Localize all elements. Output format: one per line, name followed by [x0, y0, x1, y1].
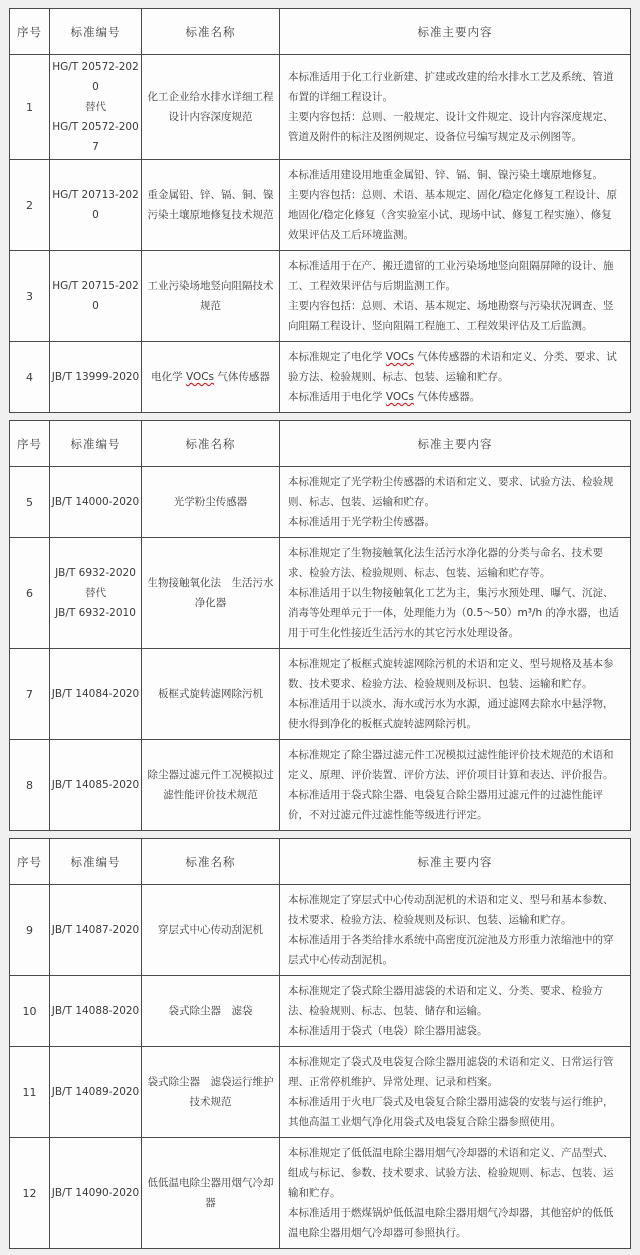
- standards-document: [9, 8, 631, 1249]
- table-row: [10, 1047, 631, 1138]
- content-paragraph: 本标准规定了光学粉尘传感器的术语和定义、要求、试验方法、检验规则、标志、包装、运输和贮存。: [288, 476, 614, 508]
- header-row: [10, 839, 631, 885]
- content-paragraph: 本标准适用于火电厂袋式及电袋复合除尘器用滤袋的安装与运行维护，其他高温工业烟气净化用袋式及电袋复合除尘器参照使用。: [288, 1096, 614, 1128]
- content-paragraph: 本标准适用于光学粉尘传感器。: [288, 516, 435, 528]
- standard-content-cell: [280, 1047, 631, 1138]
- spellcheck-underline: VOCs: [385, 351, 414, 363]
- standard-code-cell: JB/T 14085-2020: [50, 740, 142, 831]
- table-row: [10, 342, 631, 413]
- table-row: [10, 467, 631, 538]
- standard-content-cell: [280, 160, 631, 251]
- content-paragraph: 本标准适用于电化学 VOCs 气体传感器。: [288, 391, 481, 403]
- row-number-cell: 6: [10, 538, 50, 649]
- row-number-cell: 8: [10, 740, 50, 831]
- standard-code-cell: JB/T 14084-2020: [50, 649, 142, 740]
- row-number-cell: 12: [10, 1138, 50, 1249]
- content-paragraph: 本标准规定了板框式旋转滤网除污机的术语和定义、型号规格及基本参数、技术要求、检验方法、检验规则及标识、包装、运输和贮存。: [288, 658, 614, 690]
- column-header-0: 序号: [10, 9, 50, 55]
- content-paragraph: 本标准适用于以生物接触氧化工艺为主，集污水预处理、曝气、沉淀、消毒等处理单元于一体，处理能力为（0.5～50）m³/h 的净水器，也适用于可生化性接近生活污水的其它污水处理设备。: [288, 587, 620, 639]
- table-row: [10, 160, 631, 251]
- content-paragraph: 本标准规定了低低温电除尘器用烟气冷却器的术语和定义、产品型式、组成与标记、参数、技术要求、试验方法、检验规则、标志、包装、运输和贮存。: [288, 1147, 614, 1199]
- standard-content-cell: [280, 538, 631, 649]
- content-paragraph: 主要内容包括：总则、术语、基本规定、固化/稳定化修复工程设计、原地固化/稳定化修复（含实验室小试、现场中试、修复工程实施）、修复效果评估及工后环境监测。: [288, 189, 618, 241]
- row-number-cell: 11: [10, 1047, 50, 1138]
- standard-code-cell: HG/T 20715-2020: [50, 251, 142, 342]
- content-paragraph: 本标准规定了袋式除尘器用滤袋的术语和定义、分类、要求、检验方法、检验规则、标志、包装、储存和运输。: [288, 985, 603, 1017]
- spellcheck-underline: VOCs: [185, 371, 215, 383]
- standard-content-cell: [280, 976, 631, 1047]
- table-row: [10, 649, 631, 740]
- standard-name-cell: 穿层式中心传动刮泥机: [142, 885, 280, 976]
- table-row: [10, 55, 631, 160]
- standard-name-cell: 电化学 VOCs 气体传感器: [142, 342, 280, 413]
- row-number-cell: 4: [10, 342, 50, 413]
- standard-name-cell: 重金属铅、锌、镉、铜、镍污染土壤原地修复技术规范: [142, 160, 280, 251]
- row-number-cell: 2: [10, 160, 50, 251]
- row-number-cell: 7: [10, 649, 50, 740]
- content-paragraph: 主要内容包括：总则、一般规定、设计文件规定、设计内容深度规定、管道及附件的标注及图例规定、设备位号编写规定及示例图等。: [288, 111, 614, 143]
- standard-name-cell: 生物接触氧化法 生活污水净化器: [142, 538, 280, 649]
- table-row: [10, 740, 631, 831]
- content-paragraph: 主要内容包括：总则、术语、基本规定、场地勘察与污染状况调查、竖向阻隔工程设计、竖向阻隔工程施工、工程效果评估及工后监测。: [288, 300, 614, 332]
- table-row: [10, 1138, 631, 1249]
- content-paragraph: 本标准规定了穿层式中心传动刮泥机的术语和定义、型号和基本参数、技术要求、检验方法、检验规则及标识、包装、运输和贮存。: [288, 894, 614, 926]
- standard-content-cell: [280, 885, 631, 976]
- content-paragraph: 本标准规定了生物接触氧化法生活污水净化器的分类与命名、技术要求、检验方法、检验规则、标志、包装、运输和贮存等。: [288, 547, 603, 579]
- standard-code-cell: JB/T 14089-2020: [50, 1047, 142, 1138]
- content-paragraph: 本标准规定了袋式及电袋复合除尘器用滤袋的术语和定义、日常运行管理、正常停机维护、异常处理、记录和档案。: [288, 1056, 614, 1088]
- standard-code-cell: JB/T 13999-2020: [50, 342, 142, 413]
- standards-table-3: [9, 838, 631, 1249]
- column-header-2: 标准名称: [142, 9, 280, 55]
- standard-content-cell: [280, 342, 631, 413]
- column-header-1: 标准编号: [50, 421, 142, 467]
- table-row: [10, 538, 631, 649]
- table-row: [10, 976, 631, 1047]
- standard-name-cell: 低低温电除尘器用烟气冷却器: [142, 1138, 280, 1249]
- content-paragraph: 本标准适用于以淡水、海水或污水为水源，通过滤网去除水中悬浮物，使水得到净化的板框式旋转滤网除污机。: [288, 698, 614, 730]
- standard-name-cell: 袋式除尘器 滤袋运行维护技术规范: [142, 1047, 280, 1138]
- column-header-0: 序号: [10, 421, 50, 467]
- row-number-cell: 1: [10, 55, 50, 160]
- header-row: [10, 9, 631, 55]
- standard-code-cell: JB/T 14088-2020: [50, 976, 142, 1047]
- column-header-3: 标准主要内容: [280, 839, 631, 885]
- standard-content-cell: [280, 55, 631, 160]
- standards-table-2: [9, 420, 631, 831]
- row-number-cell: 10: [10, 976, 50, 1047]
- column-header-1: 标准编号: [50, 9, 142, 55]
- content-paragraph: 本标准规定了电化学 VOCs 气体传感器的术语和定义、分类、要求、试验方法、检验规则、标志、包装、运输和贮存。: [288, 351, 617, 383]
- content-paragraph: 本标准适用于化工行业新建、扩建或改建的给水排水工艺及系统、管道布置的详细工程设计。: [288, 71, 614, 103]
- standard-content-cell: [280, 740, 631, 831]
- standard-name-cell: 板框式旋转滤网除污机: [142, 649, 280, 740]
- header-row: [10, 421, 631, 467]
- content-paragraph: 本标准规定了除尘器过滤元件工况模拟过滤性能评价技术规范的术语和定义、原理、评价装置、评价方法、评价项目计算和表达、评价报告。: [288, 749, 614, 781]
- standard-name-cell: 工业污染场地竖向阻隔技术规范: [142, 251, 280, 342]
- content-paragraph: 本标准适用于燃煤锅炉低低温电除尘器用烟气冷却器，其他窑炉的低低温电除尘器用烟气冷却器可参照执行。: [288, 1207, 614, 1239]
- standard-code-cell: HG/T 20572-2020 替代 HG/T 20572-2007: [50, 55, 142, 160]
- table-row: [10, 885, 631, 976]
- standard-content-cell: [280, 649, 631, 740]
- standard-name-cell: 化工企业给水排水详细工程设计内容深度规范: [142, 55, 280, 160]
- standard-name-cell: 除尘器过滤元件工况模拟过滤性能评价技术规范: [142, 740, 280, 831]
- column-header-3: 标准主要内容: [280, 9, 631, 55]
- content-paragraph: 本标准适用于袋式（电袋）除尘器用滤袋。: [288, 1025, 488, 1037]
- content-paragraph: 本标准适用建设用地重金属铅、锌、镉、铜、镍污染土壤原地修复。: [288, 169, 603, 181]
- standard-name-cell: 袋式除尘器 滤袋: [142, 976, 280, 1047]
- standard-code-cell: JB/T 6932-2020 替代 JB/T 6932-2010: [50, 538, 142, 649]
- standard-content-cell: [280, 251, 631, 342]
- column-header-1: 标准编号: [50, 839, 142, 885]
- standard-name-cell: 光学粉尘传感器: [142, 467, 280, 538]
- content-paragraph: 本标准适用于各类给排水系统中高密度沉淀池及方形重力浓缩池中的穿层式中心传动刮泥机。: [288, 934, 614, 966]
- content-paragraph: 本标准适用于在产、搬迁遗留的工业污染场地竖向阻隔屏障的设计、施工、工程效果评估与后期监测工作。: [288, 260, 614, 292]
- table-row: [10, 251, 631, 342]
- standards-table-1: [9, 8, 631, 413]
- row-number-cell: 5: [10, 467, 50, 538]
- standard-code-cell: JB/T 14000-2020: [50, 467, 142, 538]
- spellcheck-underline: VOCs: [385, 391, 414, 403]
- standard-content-cell: [280, 1138, 631, 1249]
- column-header-2: 标准名称: [142, 839, 280, 885]
- column-header-3: 标准主要内容: [280, 421, 631, 467]
- content-paragraph: 本标准适用于袋式除尘器、电袋复合除尘器用过滤元件的过滤性能评价，不对过滤元件过滤性能等级进行评定。: [288, 789, 603, 821]
- standard-code-cell: JB/T 14090-2020: [50, 1138, 142, 1249]
- column-header-0: 序号: [10, 839, 50, 885]
- row-number-cell: 3: [10, 251, 50, 342]
- standard-code-cell: HG/T 20713-2020: [50, 160, 142, 251]
- standard-content-cell: [280, 467, 631, 538]
- column-header-2: 标准名称: [142, 421, 280, 467]
- standard-code-cell: JB/T 14087-2020: [50, 885, 142, 976]
- row-number-cell: 9: [10, 885, 50, 976]
